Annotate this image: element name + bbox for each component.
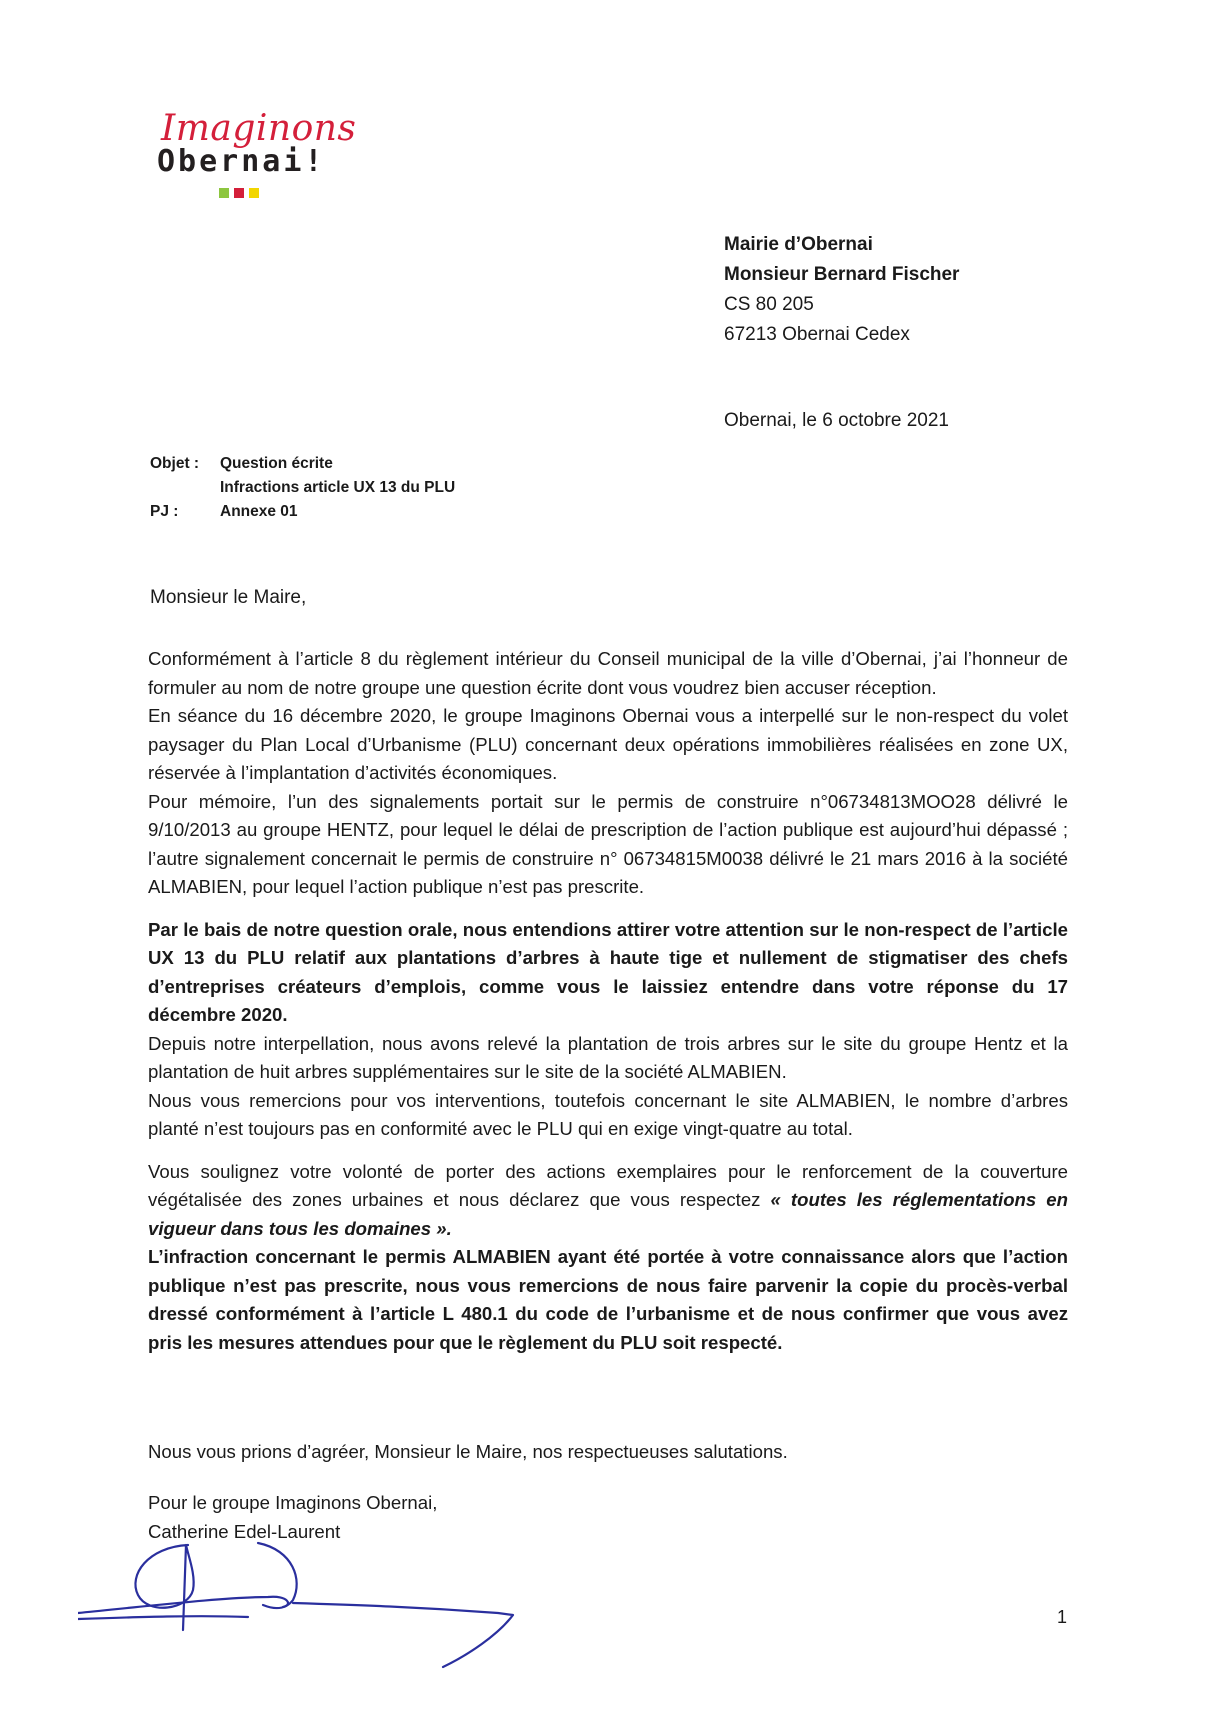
page-number: 1 — [1057, 1607, 1068, 1627]
objet-label: Objet : — [150, 455, 200, 472]
body-paragraph-3: Pour mémoire, l’un des signalements portait sur le permis de construire n°06734813MOO28 délivré le 9/10/2013 au groupe HENTZ, pour lequel le délai de prescription de l’action publique est aujourd’hui dépassé ; l’autre signalement concernait le permis de construire n° 06734815M0038 délivré le 21 mars 2016 à la société ALMABIEN, pour lequel l’action publique n’est pas prescrite. — [148, 790, 1068, 897]
logo-text-imaginons: Imaginons — [161, 108, 357, 149]
body-paragraph-7 — [148, 1158, 1068, 1244]
body-paragraph-6: Nous vous remercions pour vos interventions, toutefois concernant le site ALMABIEN, le nombre d’arbres planté n’est toujours pas en conformité avec le PLU qui en exige vingt-quatre au total. — [148, 1089, 1068, 1139]
body-paragraph-7-quote: « toutes les réglementations en vigueur dans tous les domaines ». — [148, 1189, 1069, 1239]
pj-label: PJ : — [150, 503, 179, 520]
pj-value: Annexe 01 — [220, 503, 298, 520]
signature-name: Catherine Edel-Laurent — [148, 1521, 341, 1542]
handwritten-signature — [78, 1535, 538, 1675]
recipient-line-3: CS 80 205 — [724, 294, 814, 315]
logo-square-yellow — [249, 188, 259, 198]
salutation: Monsieur le Maire, — [150, 587, 307, 608]
letter-date: Obernai, le 6 octobre 2021 — [724, 410, 949, 431]
objet-line-2: Infractions article UX 13 du PLU — [220, 479, 456, 496]
body-paragraph-7-text: Vous soulignez votre volonté de porter des actions exemplaires pour le renforcement de la couverture végétalisée des zones urbaines et nous déclarez que vous respectez — [148, 1160, 1068, 1210]
body-paragraph-2: En séance du 16 décembre 2020, le groupe Imaginons Obernai vous a interpellé sur le non-respect du volet paysager du Plan Local d’Urbanisme (PLU) concernant deux opérations immobilières réalisées en zone UX, réservée à l’implantation d’activités économiques. — [148, 705, 1068, 783]
logo-square-red — [234, 188, 244, 198]
signature-group: Pour le groupe Imaginons Obernai, — [148, 1492, 438, 1513]
body-paragraph-5: Depuis notre interpellation, nous avons relevé la plantation de trois arbres sur le site du groupe Hentz et la plantation de huit arbres supplémentaires sur le site de la société ALMABIEN. — [148, 1032, 1068, 1082]
objet-line-1: Question écrite — [220, 455, 333, 472]
recipient-line-1: Mairie d’Obernai — [724, 234, 873, 255]
subject-block — [150, 452, 455, 524]
body-paragraph-8: L’infraction concernant le permis ALMABIEN ayant été portée à votre connaissance alors que l’action publique n’est pas prescrite, nous vous remercions de nous faire parvenir la copie du procès-verbal dressé conformément à l’article L 480.1 du code de l’urbanisme et de nous confirmer que vous avez pris les mesures attendues pour que le règlement du PLU soit respecté. — [148, 1246, 1068, 1353]
closing-formula: Nous vous prions d’agréer, Monsieur le Maire, nos respectueuses salutations. — [148, 1441, 788, 1462]
logo-text-obernai: Obernai! — [157, 144, 326, 179]
body-paragraph-4: Par le bais de notre question orale, nous entendions attirer votre attention sur le non-respect de l’article UX 13 du PLU relatif aux plantations d’arbres à haute tige et nullement de stigmatiser des chefs d’entreprises créateurs d’emplois, comme vous le laissiez entendre dans votre réponse du 17 décembre 2020. — [148, 918, 1068, 1025]
recipient-address — [724, 230, 959, 350]
logo-square-green — [219, 188, 229, 198]
logo-squares — [219, 188, 259, 198]
body-paragraph-1: Conformément à l’article 8 du règlement intérieur du Conseil municipal de la ville d’Obernai, j’ai l’honneur de formuler au nom de notre groupe une question écrite dont vous voudrez bien accuser réception. — [148, 648, 1068, 698]
recipient-line-4: 67213 Obernai Cedex — [724, 324, 910, 345]
recipient-line-2: Monsieur Bernard Fischer — [724, 264, 960, 285]
letter-body — [148, 645, 1068, 1357]
imaginons-obernai-logo — [155, 108, 355, 208]
